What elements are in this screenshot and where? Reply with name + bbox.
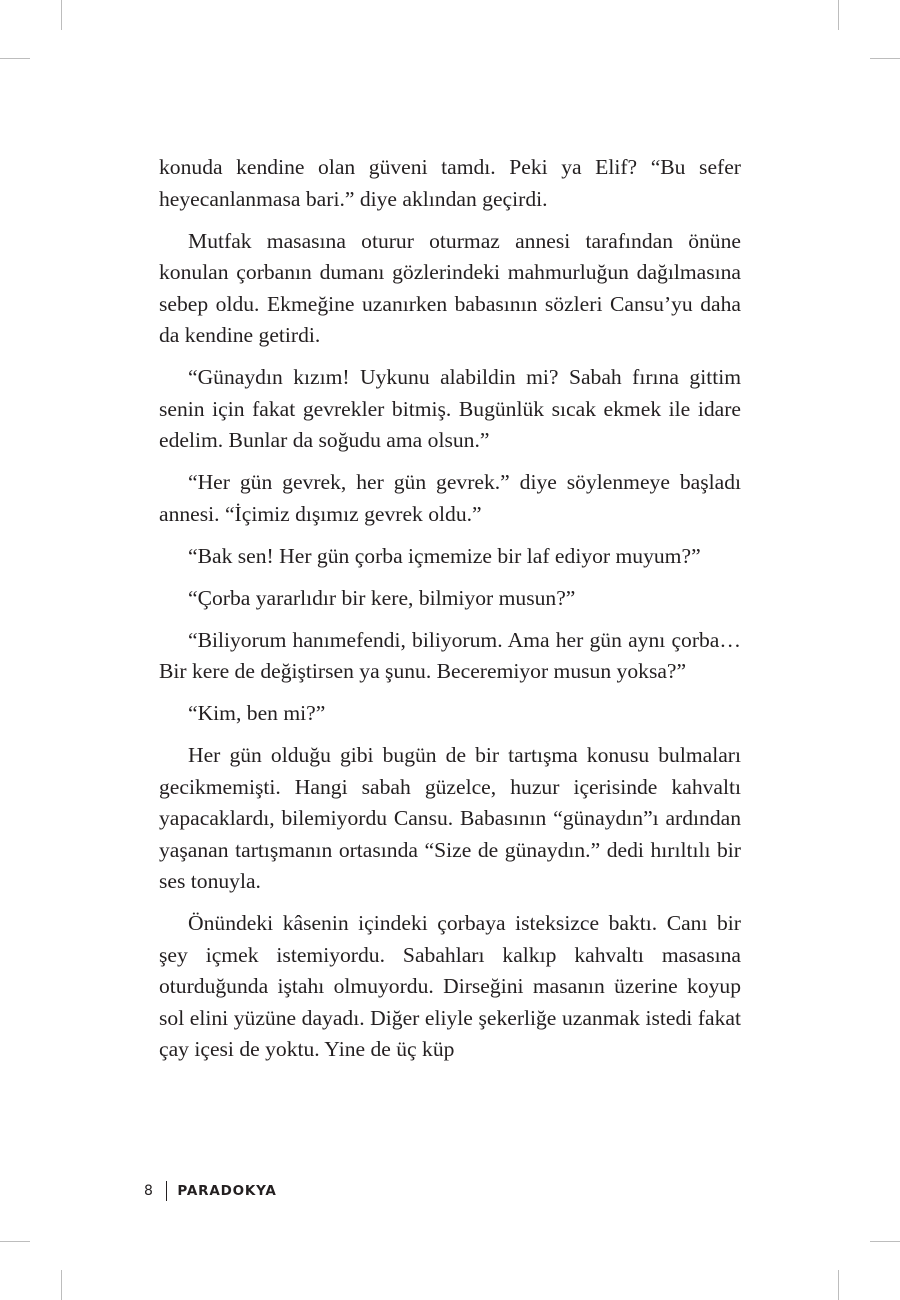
crop-mark-right-top (870, 58, 900, 59)
paragraph: konuda kendine olan güveni tamdı. Peki ya Elif? “Bu sefer heyecanlanmasa bari.” diye aklından geçirdi. (159, 155, 741, 211)
paragraph: “Kim, ben mi?” (188, 701, 326, 725)
paragraph: “Her gün gevrek, her gün gevrek.” diye söylenmeye başladı annesi. “İçimiz dışımız gevrek oldu.” (159, 470, 741, 526)
paragraph: “Bak sen! Her gün çorba içmemize bir laf ediyor muyum?” (188, 543, 701, 568)
crop-mark-top-right (838, 0, 839, 30)
paragraph: Önündeki kâsenin içindeki çorbaya isteksizce baktı. Canı bir şey içmek istemiyordu. Sabahları kalkıp kahvaltı masasına oturduğunda iştahı olmuyordu. Dirseğini masanın üzerine koyup sol elini yüzüne dayadı. Diğer eliyle şekerliğe uzanmak istedi fakat çay içesi de yoktu. Yine de üç küp (159, 911, 741, 1061)
crop-mark-left-bottom (0, 1241, 30, 1242)
page-number: 8 (144, 1183, 154, 1199)
footer-divider (166, 1181, 167, 1201)
crop-mark-bottom-left (61, 1270, 62, 1300)
crop-mark-left-top (0, 58, 30, 59)
paragraph: Her gün olduğu gibi bugün de bir tartışma konusu bulmaları gecikmemişti. Hangi sabah güzelce, huzur içerisinde kahvaltı yapacaklardı, bilemiyordu Cansu. Babasının “günaydın”ı ardından yaşanan tartışmanın ortasında “Size de günaydın.” dedi hırıltılı bir ses tonuyla. (159, 743, 741, 893)
paragraph: Mutfak masasına oturur oturmaz annesi tarafından önüne konulan çorbanın dumanı gözlerindeki mahmurluğun dağılmasına sebep oldu. Ekmeğine uzanırken babasının sözleri Cansu’yu daha da kendine getirdi. (159, 228, 741, 347)
crop-mark-bottom-right (838, 1270, 839, 1300)
crop-mark-right-bottom (870, 1241, 900, 1242)
crop-mark-top-left (61, 0, 62, 30)
paragraph: “Günaydın kızım! Uykunu alabildin mi? Sabah fırına gittim senin için fakat gevrekler bitmiş. Bugünlük sıcak ekmek ile idare edelim. Bunlar da soğudu ama olsun.” (159, 365, 741, 452)
publisher-name: PARADOKYA (177, 1183, 277, 1199)
paragraph: “Çorba yararlıdır bir kere, bilmiyor musun?” (188, 585, 576, 610)
paragraph: “Biliyorum hanımefendi, biliyorum. Ama her gün aynı çorba… Bir kere de değiştirsen ya şunu. Beceremiyor musun yoksa?” (159, 627, 741, 683)
body-text (159, 152, 741, 1076)
page-footer (144, 1180, 277, 1202)
